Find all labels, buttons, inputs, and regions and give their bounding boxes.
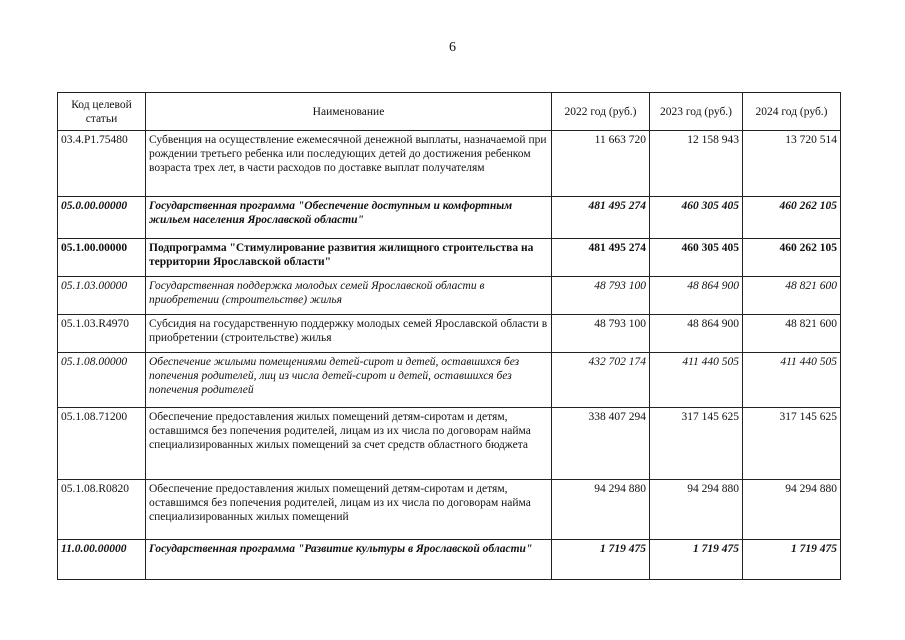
page-number: 6 bbox=[449, 40, 456, 55]
row-value-2022: 338 407 294 bbox=[552, 408, 650, 480]
row-code: 03.4.P1.75480 bbox=[58, 131, 146, 197]
row-name: Государственная поддержка молодых семей Ярославской области в приобретении (строительстве) жилья bbox=[146, 277, 552, 315]
row-code: 05.1.08.R0820 bbox=[58, 480, 146, 540]
row-code: 05.1.08.71200 bbox=[58, 408, 146, 480]
row-name: Обеспечение жилыми помещениями детей-сирот и детей, оставшихся без попечения родителей, лиц из числа детей-сирот и детей, оставшихся без попечения родителей bbox=[146, 353, 552, 408]
row-name: Субвенция на осуществление ежемесячной денежной выплаты, назначаемой при рождении третьего ребенка или последующих детей до достижения ребенком возраста трех лет, в части расходов по доставке выплат получателям bbox=[146, 131, 552, 197]
row-value-2023: 411 440 505 bbox=[650, 353, 743, 408]
header-name: Наименование bbox=[146, 93, 552, 131]
row-value-2022: 1 719 475 bbox=[552, 540, 650, 580]
row-value-2022: 481 495 274 bbox=[552, 239, 650, 277]
row-value-2022: 432 702 174 bbox=[552, 353, 650, 408]
row-code: 05.1.03.00000 bbox=[58, 277, 146, 315]
row-name: Субсидия на государственную поддержку молодых семей Ярославской области в приобретении (строительстве) жилья bbox=[146, 315, 552, 353]
table-row bbox=[58, 197, 841, 239]
table-row bbox=[58, 480, 841, 540]
row-name: Обеспечение предоставления жилых помещений детям-сиротам и детям, оставшимся без попечения родителей, лицам из их числа по договорам найма специализированных жилых помещений bbox=[146, 480, 552, 540]
table-row bbox=[58, 315, 841, 353]
row-value-2023: 12 158 943 bbox=[650, 131, 743, 197]
row-name: Государственная программа "Обеспечение доступным и комфортным жильем населения Ярославской области" bbox=[146, 197, 552, 239]
header-code: Код целевой статьи bbox=[58, 93, 146, 131]
row-value-2024: 48 821 600 bbox=[743, 277, 841, 315]
row-value-2022: 481 495 274 bbox=[552, 197, 650, 239]
row-value-2022: 48 793 100 bbox=[552, 315, 650, 353]
row-code: 05.1.08.00000 bbox=[58, 353, 146, 408]
row-code: 05.1.03.R4970 bbox=[58, 315, 146, 353]
table-row bbox=[58, 277, 841, 315]
row-value-2023: 317 145 625 bbox=[650, 408, 743, 480]
row-value-2024: 460 262 105 bbox=[743, 197, 841, 239]
header-2024: 2024 год (руб.) bbox=[743, 93, 841, 131]
row-value-2023: 460 305 405 bbox=[650, 197, 743, 239]
row-name: Обеспечение предоставления жилых помещений детям-сиротам и детям, оставшимся без попечения родителей, лицам из их числа по договорам найма специализированных жилых помещений за счет средств областного бюджета bbox=[146, 408, 552, 480]
row-value-2024: 317 145 625 bbox=[743, 408, 841, 480]
row-value-2022: 94 294 880 bbox=[552, 480, 650, 540]
row-value-2022: 48 793 100 bbox=[552, 277, 650, 315]
table-row bbox=[58, 540, 841, 580]
row-value-2024: 94 294 880 bbox=[743, 480, 841, 540]
row-value-2024: 48 821 600 bbox=[743, 315, 841, 353]
row-value-2023: 48 864 900 bbox=[650, 277, 743, 315]
header-2022: 2022 год (руб.) bbox=[552, 93, 650, 131]
row-code: 05.0.00.00000 bbox=[58, 197, 146, 239]
row-value-2024: 411 440 505 bbox=[743, 353, 841, 408]
row-name: Государственная программа "Развитие культуры в Ярославской области" bbox=[146, 540, 552, 580]
row-value-2022: 11 663 720 bbox=[552, 131, 650, 197]
table-header-row bbox=[58, 93, 841, 131]
header-2023: 2023 год (руб.) bbox=[650, 93, 743, 131]
table-row bbox=[58, 239, 841, 277]
row-code: 11.0.00.00000 bbox=[58, 540, 146, 580]
table-row bbox=[58, 408, 841, 480]
table-row bbox=[58, 131, 841, 197]
row-value-2023: 1 719 475 bbox=[650, 540, 743, 580]
budget-table bbox=[57, 92, 841, 580]
row-name: Подпрограмма "Стимулирование развития жилищного строительства на территории Ярославской области" bbox=[146, 239, 552, 277]
row-value-2023: 94 294 880 bbox=[650, 480, 743, 540]
row-code: 05.1.00.00000 bbox=[58, 239, 146, 277]
row-value-2023: 460 305 405 bbox=[650, 239, 743, 277]
row-value-2023: 48 864 900 bbox=[650, 315, 743, 353]
row-value-2024: 13 720 514 bbox=[743, 131, 841, 197]
table-row bbox=[58, 353, 841, 408]
row-value-2024: 460 262 105 bbox=[743, 239, 841, 277]
row-value-2024: 1 719 475 bbox=[743, 540, 841, 580]
